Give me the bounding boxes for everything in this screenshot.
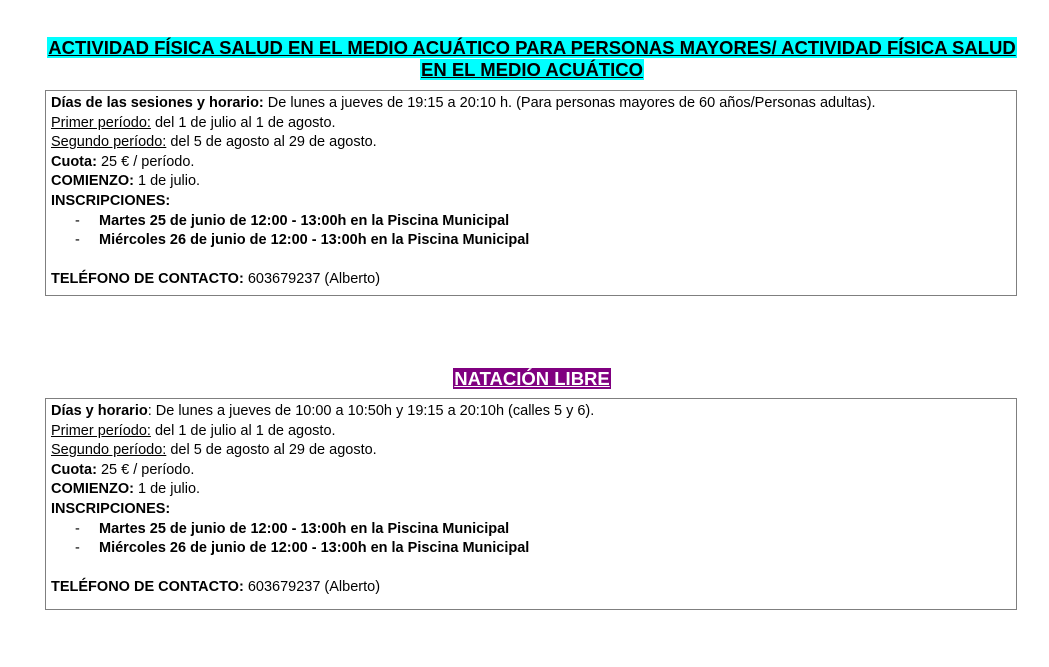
spacer: [51, 559, 1011, 579]
phone-line: [51, 270, 1011, 290]
bullet-dash: -: [75, 520, 80, 537]
bullet-dash: -: [75, 540, 80, 557]
start-label: COMIENZO:: [51, 173, 134, 190]
fee-value: 25 € / período.: [96, 461, 195, 478]
registration-item-text: Miércoles 26 de junio de 12:00 - 13:00h en la Piscina Municipal: [99, 540, 530, 557]
second-period-label: Segundo período:: [51, 134, 167, 151]
registration-item: [51, 212, 1011, 232]
first-period-label: Primer período:: [51, 114, 151, 131]
schedule-line: [51, 402, 1011, 422]
first-period-value: del 1 de julio al 1 de agosto.: [150, 422, 336, 439]
second-period-line: [51, 133, 1011, 153]
second-period-line: [51, 441, 1011, 461]
start-value: 1 de julio.: [133, 481, 201, 498]
schedule-value: : De lunes a jueves de 10:00 a 10:50h y 19:15 a 20:10h (calles 5 y 6).: [147, 403, 595, 419]
schedule-label: Días de las sesiones y horario:: [51, 95, 264, 111]
registration-label: INSCRIPCIONES:: [51, 500, 171, 517]
fee-line: [51, 461, 1011, 481]
first-period-line: [51, 114, 1011, 134]
start-value: 1 de julio.: [133, 173, 201, 190]
registration-item-text: Martes 25 de junio de 12:00 - 13:00h en la Piscina Municipal: [99, 212, 510, 229]
fee-label: Cuota:: [51, 153, 97, 170]
registration-label: INSCRIPCIONES:: [51, 192, 171, 209]
second-period-value: del 5 de agosto al 29 de agosto.: [166, 134, 377, 151]
schedule-line: [51, 94, 1011, 114]
registration-item-text: Miércoles 26 de junio de 12:00 - 13:00h en la Piscina Municipal: [99, 232, 530, 249]
schedule-label: Días y horario: [51, 403, 148, 419]
second-period-value: del 5 de agosto al 29 de agosto.: [166, 442, 377, 459]
section-title-free-swimming: [45, 368, 1019, 390]
first-period-line: [51, 422, 1011, 442]
start-label: COMIENZO:: [51, 481, 134, 498]
registration-item: [51, 520, 1011, 540]
info-box-aquatic-health: [45, 90, 1017, 296]
first-period-value: del 1 de julio al 1 de agosto.: [150, 114, 336, 131]
registration-item: [51, 539, 1011, 559]
phone-value: 603679237 (Alberto): [243, 271, 381, 288]
start-line: [51, 480, 1011, 500]
first-period-label: Primer período:: [51, 422, 151, 439]
bullet-dash: -: [75, 232, 80, 249]
phone-line: [51, 578, 1011, 598]
phone-label: TELÉFONO DE CONTACTO:: [51, 271, 244, 288]
start-line: [51, 172, 1011, 192]
section-title-text: ACTIVIDAD FÍSICA SALUD EN EL MEDIO ACUÁTICO PARA PERSONAS MAYORES/ ACTIVIDAD FÍSICA SALUD EN EL MEDIO ACUÁTICO: [48, 37, 1016, 80]
phone-label: TELÉFONO DE CONTACTO:: [51, 579, 244, 596]
registration-item: [51, 231, 1011, 251]
fee-line: [51, 153, 1011, 173]
second-period-label: Segundo período:: [51, 442, 167, 459]
section-title-text: NATACIÓN LIBRE: [454, 368, 610, 389]
registration-item-text: Martes 25 de junio de 12:00 - 13:00h en la Piscina Municipal: [99, 520, 510, 537]
section-title-aquatic-health: [45, 37, 1019, 81]
schedule-value: De lunes a jueves de 19:15 a 20:10 h. (Para personas mayores de 60 años/Personas adultas).: [263, 95, 876, 111]
phone-value: 603679237 (Alberto): [243, 579, 381, 596]
bullet-dash: -: [75, 212, 80, 229]
spacer: [51, 251, 1011, 271]
info-box-free-swimming: [45, 398, 1017, 610]
fee-label: Cuota:: [51, 461, 97, 478]
fee-value: 25 € / período.: [96, 153, 195, 170]
